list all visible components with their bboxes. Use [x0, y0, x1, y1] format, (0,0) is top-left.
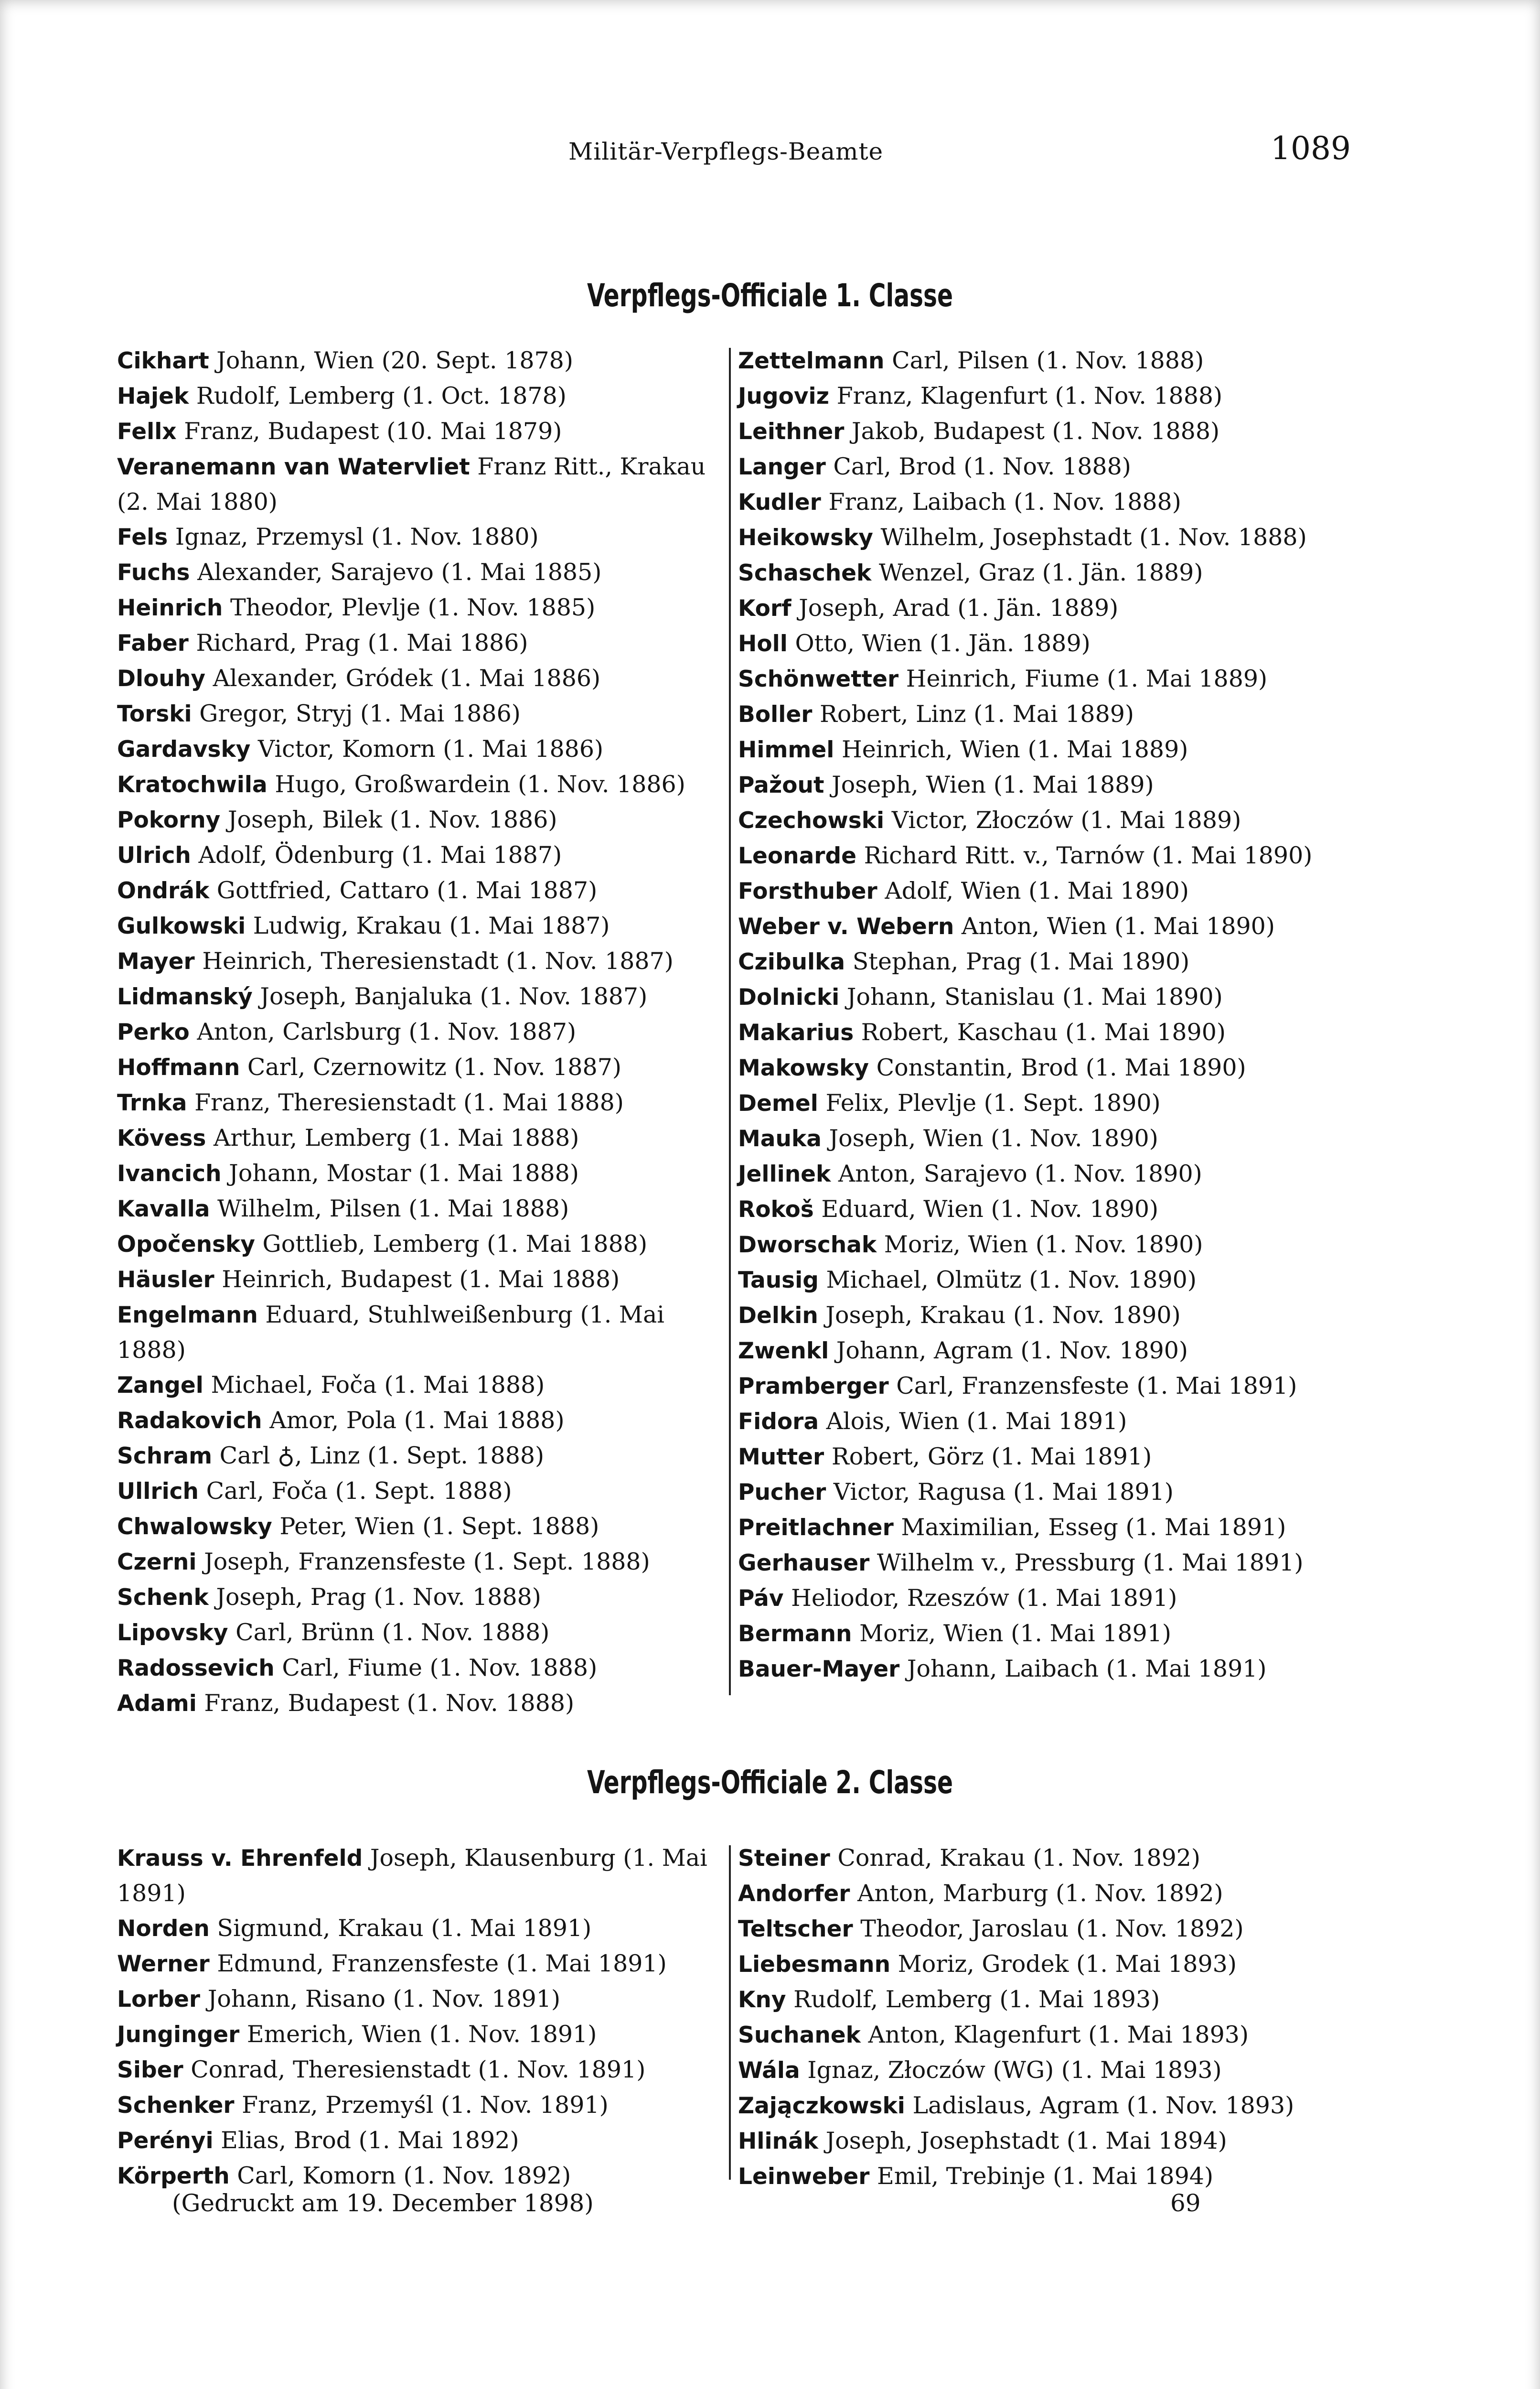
list-item: [738, 626, 1426, 661]
surname: Cikhart: [117, 348, 209, 374]
surname: Leithner: [738, 419, 845, 445]
surname: Schenk: [117, 1584, 209, 1611]
surname: Jugoviz: [738, 383, 829, 409]
entry-details: Joseph, Bilek (1. Nov. 1886): [227, 806, 557, 833]
list-item: [738, 591, 1426, 626]
list-item: [738, 1876, 1426, 1911]
section-title-class-2: Verpflegs-Officiale 2. Classe: [587, 1764, 953, 1801]
entry-details: Otto, Wien (1. Jän. 1889): [795, 630, 1091, 657]
list-item: [117, 1438, 724, 1474]
list-item: [117, 555, 724, 590]
list-item: [117, 378, 724, 414]
list-item: [117, 2017, 724, 2052]
list-item: [738, 1616, 1426, 1651]
list-item: [117, 1120, 724, 1156]
entry-details: Gregor, Stryj (1. Mai 1886): [199, 700, 521, 727]
surname: Radossevich: [117, 1655, 275, 1681]
list-item: [738, 520, 1426, 555]
surname: Liebesmann: [738, 1951, 891, 1978]
class-2-left-column: [117, 1840, 724, 2194]
surname: Boller: [738, 701, 813, 728]
list-item: [117, 1085, 724, 1120]
entry-details: Moriz, Wien (1. Mai 1891): [859, 1620, 1172, 1647]
list-item: [117, 873, 724, 908]
surname: Langer: [738, 454, 826, 480]
list-item: [117, 2052, 724, 2088]
entry-details: Rudolf, Lemberg (1. Mai 1893): [793, 1986, 1160, 2013]
entry-details: Heinrich, Fiume (1. Mai 1889): [906, 665, 1268, 692]
list-item: [738, 1545, 1426, 1581]
surname: Schram: [117, 1443, 213, 1469]
list-item: [738, 378, 1426, 414]
entry-details: Johann, Mostar (1. Mai 1888): [229, 1160, 579, 1187]
list-item: [738, 343, 1426, 378]
entry-details: Joseph, Krakau (1. Nov. 1890): [825, 1302, 1181, 1329]
surname: Junginger: [117, 2022, 240, 2048]
entry-details: Robert, Görz (1. Mai 1891): [831, 1443, 1152, 1470]
surname: Andorfer: [738, 1881, 850, 1907]
surname: Leinweber: [738, 2163, 870, 2190]
entry-details: Johann, Laibach (1. Mai 1891): [907, 1655, 1267, 1682]
list-item: [738, 1298, 1426, 1333]
page-number: 1089: [1271, 130, 1351, 167]
surname: Zangel: [117, 1372, 203, 1399]
surname: Bermann: [738, 1621, 852, 1647]
class-2-right-column: [738, 1840, 1426, 2194]
surname: Körperth: [117, 2163, 230, 2189]
entry-details: Anton, Marburg (1. Nov. 1892): [857, 1880, 1223, 1907]
surname: Dworschak: [738, 1232, 877, 1258]
entry-details: Victor, Komorn (1. Mai 1886): [257, 735, 604, 763]
list-item: [117, 1050, 724, 1085]
surname: Gulkowski: [117, 913, 246, 939]
class-1-left-column: [117, 343, 724, 1721]
surname: Heinrich: [117, 595, 223, 621]
entry-details: Heinrich, Budapest (1. Mai 1888): [222, 1266, 620, 1293]
surname: Gardavsky: [117, 736, 251, 763]
list-item: [117, 1686, 724, 1721]
surname: Kratochwila: [117, 772, 267, 798]
surname: Opočensky: [117, 1231, 255, 1258]
surname: Mutter: [738, 1444, 824, 1470]
entry-details: Stephan, Prag (1. Mai 1890): [852, 948, 1190, 975]
list-item: [738, 944, 1426, 979]
entry-details: Carl, Franzensfeste (1. Mai 1891): [896, 1372, 1297, 1399]
surname: Preitlachner: [738, 1515, 894, 1541]
list-item: [738, 555, 1426, 591]
list-item: [117, 1014, 724, 1050]
surname: Kudler: [738, 489, 821, 516]
list-item: [117, 661, 724, 696]
entry-details: Emil, Trebinje (1. Mai 1894): [877, 2163, 1214, 2190]
list-item: [117, 1580, 724, 1615]
list-item: [738, 1840, 1426, 1876]
surname: Dolnicki: [738, 984, 840, 1011]
entry-details: Michael, Foča (1. Mai 1888): [211, 1371, 545, 1399]
entry-details: Anton, Wien (1. Mai 1890): [961, 913, 1275, 940]
list-item: [117, 944, 724, 979]
list-item: [738, 1439, 1426, 1474]
surname: Zwenkl: [738, 1338, 829, 1364]
entry-details: Joseph, Prag (1. Nov. 1888): [216, 1583, 541, 1611]
surname: Schenker: [117, 2092, 235, 2119]
list-item: [738, 1581, 1426, 1616]
entry-details: Franz, Laibach (1. Nov. 1888): [828, 488, 1181, 516]
entry-details: Anton, Sarajevo (1. Nov. 1890): [838, 1160, 1202, 1187]
surname: Kövess: [117, 1125, 206, 1151]
entry-details: Heinrich, Wien (1. Mai 1889): [841, 736, 1188, 763]
list-item: [738, 661, 1426, 697]
list-item: [738, 979, 1426, 1015]
list-item: [738, 1156, 1426, 1192]
entry-details: Adolf, Wien (1. Mai 1890): [885, 877, 1189, 904]
list-item: [738, 2053, 1426, 2088]
list-item: [738, 1050, 1426, 1086]
entry-details: Victor, Ragusa (1. Mai 1891): [833, 1478, 1174, 1506]
entry-details: Carl, Czernowitz (1. Nov. 1887): [247, 1054, 621, 1081]
entry-details: Gottlieb, Lemberg (1. Mai 1888): [262, 1230, 648, 1258]
list-item: [117, 1981, 724, 2017]
surname: Ondrák: [117, 878, 210, 904]
list-item: [117, 590, 724, 625]
surname: Pramberger: [738, 1373, 889, 1399]
list-item: [738, 2088, 1426, 2123]
list-item: [738, 1404, 1426, 1439]
entry-details: Carl, Brod (1. Nov. 1888): [833, 453, 1131, 480]
list-item: [117, 838, 724, 873]
surname: Ullrich: [117, 1478, 199, 1505]
surname: Engelmann: [117, 1302, 258, 1328]
column-divider: [729, 348, 731, 1695]
list-item: [738, 1227, 1426, 1262]
list-item: [117, 1474, 724, 1509]
list-item: [738, 767, 1426, 803]
list-item: [117, 1911, 724, 1946]
list-item: [117, 1367, 724, 1403]
list-item: [117, 1156, 724, 1191]
surname: Werner: [117, 1951, 210, 1977]
entry-details: Theodor, Plevlje (1. Nov. 1885): [230, 594, 596, 621]
entry-details: Joseph, Josephstadt (1. Mai 1894): [825, 2127, 1227, 2154]
surname: Mauka: [738, 1126, 822, 1152]
surname: Lorber: [117, 1986, 201, 2012]
list-item: [738, 449, 1426, 484]
list-item: [117, 449, 724, 519]
surname: Bauer-Mayer: [738, 1656, 900, 1682]
list-item: [738, 1121, 1426, 1156]
sheet-signature: 69: [1170, 2189, 1201, 2217]
surname: Páv: [738, 1585, 784, 1612]
list-item: [738, 1911, 1426, 1947]
surname: Wála: [738, 2057, 800, 2084]
entry-details: Wenzel, Graz (1. Jän. 1889): [878, 559, 1203, 586]
entry-details: Victor, Złoczów (1. Mai 1889): [891, 807, 1241, 834]
surname: Trnka: [117, 1090, 187, 1116]
list-item: [738, 1262, 1426, 1298]
list-item: [117, 732, 724, 767]
surname: Czerni: [117, 1549, 197, 1575]
list-item: [117, 908, 724, 944]
list-item: [738, 414, 1426, 449]
list-item: [738, 1086, 1426, 1121]
entry-details: Joseph, Arad (1. Jän. 1889): [799, 594, 1119, 622]
entry-details: Franz, Budapest (10. Mai 1879): [184, 418, 562, 445]
entry-details: Anton, Klagenfurt (1. Mai 1893): [868, 2021, 1249, 2048]
list-item: [117, 979, 724, 1014]
list-item: [117, 1509, 724, 1544]
entry-details: Ignaz, Przemysl (1. Nov. 1880): [175, 523, 539, 550]
entry-details: Eduard, Stuhlweißenburg (1. Mai 1888): [117, 1301, 664, 1364]
surname: Hlinák: [738, 2128, 818, 2154]
class-1-right-column: [738, 343, 1426, 1687]
entry-details: Conrad, Krakau (1. Nov. 1892): [837, 1844, 1201, 1872]
entry-details: Franz, Budapest (1. Nov. 1888): [204, 1690, 575, 1717]
entry-details: Carl, Komorn (1. Nov. 1892): [237, 2162, 571, 2189]
entry-details: Robert, Kaschau (1. Mai 1890): [861, 1019, 1226, 1046]
surname: Mayer: [117, 948, 195, 975]
list-item: [738, 1651, 1426, 1687]
surname: Jellinek: [738, 1161, 831, 1187]
list-item: [738, 1015, 1426, 1050]
entry-details: Eduard, Wien (1. Nov. 1890): [821, 1195, 1159, 1223]
list-item: [117, 1403, 724, 1438]
list-item: [738, 1474, 1426, 1510]
list-item: [117, 1297, 724, 1367]
list-item: [117, 1262, 724, 1297]
list-item: [738, 803, 1426, 838]
surname: Veranemann van Watervliet: [117, 454, 470, 480]
entry-details: Jakob, Budapest (1. Nov. 1888): [851, 418, 1220, 445]
surname: Tausig: [738, 1267, 819, 1293]
list-item: [117, 625, 724, 661]
list-item: [117, 1191, 724, 1227]
surname: Forsthuber: [738, 878, 877, 904]
entry-details: Johann, Agram (1. Nov. 1890): [836, 1337, 1188, 1364]
entry-details: Heinrich, Theresienstadt (1. Nov. 1887): [202, 947, 674, 975]
entry-details: Joseph, Wien (1. Nov. 1890): [829, 1125, 1158, 1152]
list-item: [738, 732, 1426, 767]
section-title-class-1: Verpflegs-Officiale 1. Classe: [587, 277, 953, 314]
list-item: [738, 1333, 1426, 1368]
entry-details: Edmund, Franzensfeste (1. Mai 1891): [217, 1950, 667, 1977]
entry-details: Carl, Foča (1. Sept. 1888): [206, 1477, 512, 1505]
surname: Heikowsky: [738, 525, 873, 551]
running-head: Militär-Verpflegs-Beamte: [568, 138, 884, 165]
list-item: [738, 697, 1426, 732]
entry-details: Wilhelm, Pilsen (1. Mai 1888): [217, 1195, 569, 1222]
list-item: [738, 838, 1426, 873]
surname: Fidora: [738, 1409, 819, 1435]
column-divider: [729, 1845, 731, 2180]
entry-details: Adolf, Ödenburg (1. Mai 1887): [198, 841, 562, 869]
surname: Czechowski: [738, 807, 885, 834]
surname: Torski: [117, 701, 192, 727]
surname: Hajek: [117, 383, 189, 409]
surname: Schönwetter: [738, 666, 899, 692]
entry-details: Carl ♁, Linz (1. Sept. 1888): [219, 1442, 545, 1469]
surname: Krauss v. Ehrenfeld: [117, 1845, 363, 1872]
entry-details: Maximilian, Esseg (1. Mai 1891): [901, 1514, 1286, 1541]
entry-details: Emerich, Wien (1. Nov. 1891): [246, 2021, 597, 2048]
surname: Perko: [117, 1019, 190, 1045]
surname: Demel: [738, 1090, 818, 1117]
list-item: [738, 1192, 1426, 1227]
surname: Makarius: [738, 1020, 854, 1046]
surname: Weber v. Webern: [738, 914, 954, 940]
entry-details: Ladislaus, Agram (1. Nov. 1893): [912, 2092, 1294, 2119]
surname: Czibulka: [738, 949, 845, 975]
surname: Fels: [117, 524, 168, 550]
entry-details: Ignaz, Złoczów (WG) (1. Mai 1893): [807, 2056, 1222, 2084]
list-item: [738, 1368, 1426, 1404]
surname: Fellx: [117, 419, 177, 445]
surname: Schaschek: [738, 560, 872, 586]
surname: Häusler: [117, 1267, 214, 1293]
entry-details: Rudolf, Lemberg (1. Oct. 1878): [196, 382, 567, 409]
surname: Adami: [117, 1690, 197, 1717]
list-item: [738, 2017, 1426, 2053]
entry-details: Carl, Pilsen (1. Nov. 1888): [892, 347, 1204, 374]
surname: Korf: [738, 595, 791, 622]
print-date-note: (Gedruckt am 19. December 1898): [172, 2189, 594, 2217]
surname: Himmel: [738, 737, 834, 763]
list-item: [117, 1615, 724, 1650]
entry-details: Moriz, Wien (1. Nov. 1890): [884, 1231, 1203, 1258]
surname: Siber: [117, 2057, 183, 2083]
surname: Zettelmann: [738, 348, 885, 374]
list-item: [117, 519, 724, 555]
surname: Delkin: [738, 1302, 818, 1329]
surname: Kny: [738, 1987, 786, 2013]
entry-details: Carl, Brünn (1. Nov. 1888): [235, 1619, 550, 1646]
list-item: [117, 2123, 724, 2158]
surname: Pucher: [738, 1479, 826, 1506]
list-item: [738, 1947, 1426, 1982]
list-item: [117, 343, 724, 378]
surname: Holl: [738, 631, 788, 657]
surname: Fuchs: [117, 560, 190, 586]
entry-details: Conrad, Theresienstadt (1. Nov. 1891): [191, 2056, 646, 2083]
entry-details: Arthur, Lemberg (1. Mai 1888): [213, 1124, 579, 1151]
surname: Pokorny: [117, 807, 221, 833]
surname: Pažout: [738, 772, 824, 798]
entry-details: Ludwig, Krakau (1. Mai 1887): [253, 912, 610, 939]
list-item: [738, 2123, 1426, 2159]
list-item: [117, 1650, 724, 1686]
entry-details: Richard Ritt. v., Tarnów (1. Mai 1890): [864, 842, 1313, 869]
entry-details: Franz, Przemyśl (1. Nov. 1891): [242, 2091, 609, 2119]
entry-details: Michael, Olmütz (1. Nov. 1890): [826, 1266, 1197, 1293]
entry-details: Wilhelm, Josephstadt (1. Nov. 1888): [880, 524, 1307, 551]
list-item: [117, 696, 724, 732]
entry-details: Elias, Brod (1. Mai 1892): [221, 2127, 519, 2154]
list-item: [117, 1946, 724, 1981]
list-item: [117, 767, 724, 802]
entry-details: Joseph, Banjaluka (1. Nov. 1887): [260, 983, 648, 1010]
list-item: [117, 1227, 724, 1262]
list-item: [117, 2088, 724, 2123]
entry-details: Constantin, Brod (1. Mai 1890): [876, 1054, 1246, 1081]
entry-details: Johann, Risano (1. Nov. 1891): [207, 1985, 561, 2012]
entry-details: Alexander, Gródek (1. Mai 1886): [213, 665, 601, 692]
entry-details: Anton, Carlsburg (1. Nov. 1887): [197, 1018, 577, 1045]
entry-details: Theodor, Jaroslau (1. Nov. 1892): [860, 1915, 1244, 1942]
surname: Chwalowsky: [117, 1514, 272, 1540]
surname: Gerhauser: [738, 1550, 870, 1576]
entry-details: Robert, Linz (1. Mai 1889): [819, 700, 1134, 728]
entry-details: Joseph, Klausenburg (1. Mai 1891): [117, 1844, 707, 1907]
surname: Hoffmann: [117, 1055, 240, 1081]
entry-details: Franz Ritt., Krakau (2. Mai 1880): [117, 453, 706, 516]
entry-details: Franz, Klagenfurt (1. Nov. 1888): [836, 382, 1223, 409]
list-item: [738, 1982, 1426, 2017]
list-item: [117, 1544, 724, 1580]
entry-details: Alois, Wien (1. Mai 1891): [826, 1408, 1127, 1435]
surname: Rokoš: [738, 1196, 814, 1223]
list-item: [738, 909, 1426, 944]
list-item: [117, 802, 724, 838]
surname: Ivancich: [117, 1161, 222, 1187]
entry-details: Carl, Fiume (1. Nov. 1888): [282, 1654, 598, 1681]
surname: Lidmanský: [117, 984, 253, 1010]
surname: Faber: [117, 630, 189, 656]
entry-details: Joseph, Wien (1. Mai 1889): [832, 771, 1154, 798]
surname: Ulrich: [117, 842, 191, 869]
entry-details: Moriz, Grodek (1. Mai 1893): [898, 1950, 1237, 1978]
entry-details: Gottfried, Cattaro (1. Mai 1887): [216, 877, 598, 904]
list-item: [738, 873, 1426, 909]
surname: Suchanek: [738, 2022, 861, 2048]
entry-details: Alexander, Sarajevo (1. Mai 1885): [197, 559, 602, 586]
entry-details: Johann, Stanislau (1. Mai 1890): [846, 983, 1223, 1011]
list-item: [117, 2158, 724, 2194]
surname: Steiner: [738, 1845, 830, 1872]
surname: Dlouhy: [117, 666, 205, 692]
surname: Zajączkowski: [738, 2093, 905, 2119]
entry-details: Richard, Prag (1. Mai 1886): [196, 629, 528, 656]
list-item: [117, 1840, 724, 1911]
surname: Lipovsky: [117, 1620, 228, 1646]
entry-details: Felix, Plevlje (1. Sept. 1890): [825, 1089, 1161, 1117]
surname: Makowsky: [738, 1055, 869, 1081]
entry-details: Sigmund, Krakau (1. Mai 1891): [217, 1915, 592, 1942]
entry-details: Hugo, Großwardein (1. Nov. 1886): [275, 771, 685, 798]
entry-details: Joseph, Franzensfeste (1. Sept. 1888): [204, 1548, 650, 1575]
entry-details: Peter, Wien (1. Sept. 1888): [279, 1513, 599, 1540]
list-item: [738, 484, 1426, 520]
surname: Teltscher: [738, 1916, 853, 1942]
surname: Norden: [117, 1916, 210, 1942]
surname: Radakovich: [117, 1408, 262, 1434]
list-item: [738, 2159, 1426, 2194]
surname: Kavalla: [117, 1196, 210, 1222]
list-item: [738, 1510, 1426, 1545]
entry-details: Johann, Wien (20. Sept. 1878): [216, 347, 573, 374]
entry-details: Heliodor, Rzeszów (1. Mai 1891): [791, 1584, 1177, 1612]
entry-details: Amor, Pola (1. Mai 1888): [269, 1407, 565, 1434]
list-item: [117, 414, 724, 449]
entry-details: Franz, Theresienstadt (1. Mai 1888): [194, 1089, 624, 1116]
entry-details: Wilhelm v., Pressburg (1. Mai 1891): [877, 1549, 1304, 1576]
surname: Perényi: [117, 2128, 214, 2154]
surname: Leonarde: [738, 843, 856, 869]
